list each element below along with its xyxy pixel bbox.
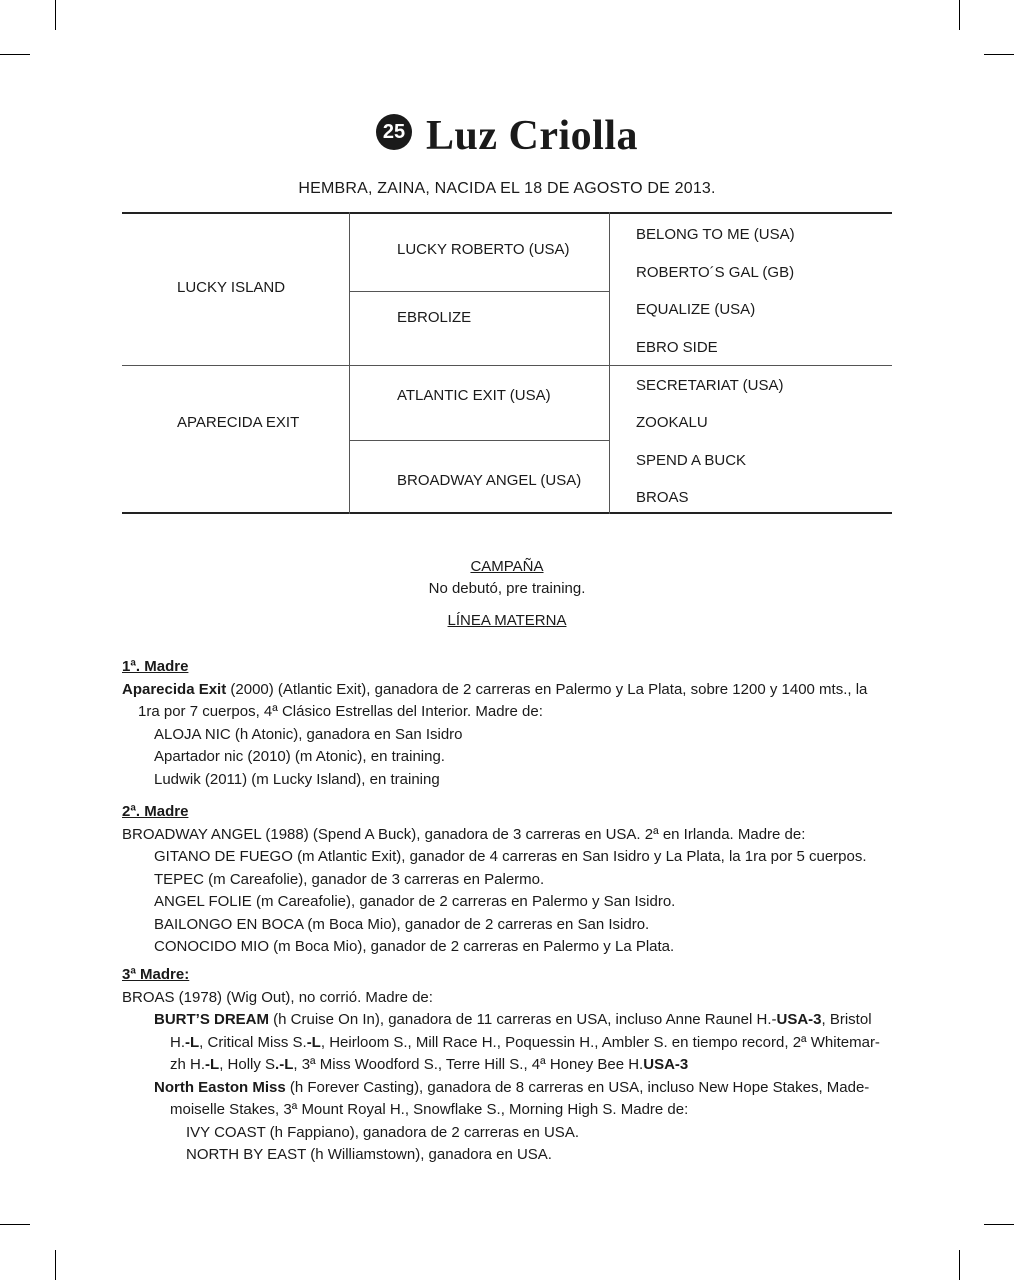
grade-label: .-L (275, 1056, 294, 1073)
crop-mark (55, 1250, 56, 1280)
third-dam-section (122, 964, 894, 1167)
sire: LUCKY ISLAND (177, 279, 286, 296)
third-generation-ancestor: SPEND A BUCK (636, 452, 747, 469)
offspring-desc: , Heirloom S., Mill Race H., Poquessin H., Ambler S. en tiempo record, 2ª Whitemar- (320, 1033, 880, 1051)
offspring-item: Apartador nic (2010) (m Atonic), en training. (154, 748, 445, 765)
crop-mark (0, 54, 30, 55)
crop-mark (0, 1224, 30, 1225)
third-dam-heading: 3ª Madre: (122, 966, 190, 983)
third-generation-ancestor: EQUALIZE (USA) (636, 301, 756, 318)
dam-dam: BROADWAY ANGEL (USA) (397, 472, 582, 489)
grade-label: -L (306, 1033, 321, 1051)
offspring-desc: zh H. (170, 1056, 206, 1073)
lot-number-badge: 25 (376, 114, 412, 150)
horse-name: Luz Criolla (426, 113, 638, 159)
third-generation-ancestor: ZOOKALU (636, 414, 708, 431)
offspring-item: ANGEL FOLIE (m Careafolie), ganador de 2 carreras en Palermo y San Isidro. (154, 893, 676, 910)
second-dam-heading: 2ª. Madre (122, 803, 189, 820)
table-divider (349, 440, 609, 441)
offspring-item: NORTH BY EAST (h Williamstown), ganadora en USA. (186, 1146, 552, 1163)
second-dam-section (122, 801, 894, 959)
offspring-item: BAILONGO EN BOCA (m Boca Mio), ganador de 2 carreras en San Isidro. (154, 915, 650, 933)
title-block (0, 112, 1014, 160)
offspring-item (122, 1077, 894, 1100)
crop-mark (984, 1224, 1014, 1225)
offspring-item: TEPEC (m Careafolie), ganador de 3 carreras en Palermo. (154, 870, 545, 888)
third-generation-ancestor: BROAS (636, 489, 689, 506)
offspring-item: IVY COAST (h Fappiano), ganadora de 2 carreras en USA. (186, 1123, 579, 1141)
third-generation-ancestor: SECRETARIAT (USA) (636, 377, 784, 394)
offspring-desc: (h Cruise On In), ganadora de 11 carreras en USA, incluso Anne Raunel H.- (269, 1011, 777, 1028)
first-dam-section (122, 656, 894, 791)
offspring-item: ALOJA NIC (h Atonic), ganadora en San Isidro (154, 725, 463, 743)
first-dam-name: Aparecida Exit (122, 680, 227, 698)
grade-label: -L (205, 1056, 220, 1073)
offspring-item (122, 1009, 894, 1032)
offspring-item-cont: moiselle Stakes, 3ª Mount Royal H., Snowflake S., Morning High S. Madre de: (170, 1101, 689, 1118)
offspring-item-cont (122, 1054, 894, 1077)
horse-description: HEMBRA, ZAINA, NACIDA EL 18 DE AGOSTO DE 2013. (298, 180, 716, 197)
third-dam-description: BROAS (1978) (Wig Out), no corrió. Madre de: (122, 988, 433, 1006)
crop-mark (959, 0, 960, 30)
offspring-item: GITANO DE FUEGO (m Atlantic Exit), ganador de 4 carreras en San Isidro y La Plata, la 1ra por 5 cuerpos. (154, 848, 867, 865)
third-generation-ancestor: BELONG TO ME (USA) (636, 226, 795, 243)
offspring-item-cont (122, 1032, 894, 1055)
table-divider (122, 365, 892, 366)
second-dam-description: BROADWAY ANGEL (1988) (Spend A Buck), ganadora de 3 carreras en USA. 2ª en Irlanda. Madre de: (122, 825, 806, 843)
maternal-line-heading: LÍNEA MATERNA (447, 612, 567, 629)
table-border (122, 512, 892, 514)
sire-sire: LUCKY ROBERTO (USA) (397, 241, 570, 258)
third-generation-ancestor: ROBERTO´S GAL (GB) (636, 264, 795, 281)
dam-sire: ATLANTIC EXIT (USA) (397, 387, 551, 404)
table-divider (349, 291, 609, 292)
campaign-heading: CAMPAÑA (470, 558, 544, 575)
offspring-desc: , Holly S (219, 1056, 276, 1073)
campaign-text: No debutó, pre training. (428, 580, 586, 597)
offspring-name: BURT’S DREAM (154, 1011, 269, 1028)
offspring-desc: H. (170, 1033, 185, 1051)
first-dam-heading: 1ª. Madre (122, 658, 189, 675)
sire-dam: EBROLIZE (397, 309, 472, 326)
first-dam-desc: (2000) (Atlantic Exit), ganadora de 2 carreras en Palermo y La Plata, sobre 1200 y 1400 mts., la (226, 680, 868, 698)
crop-mark (55, 0, 56, 30)
offspring-desc: , Critical Miss S. (199, 1033, 307, 1051)
grade-label: USA-3 (643, 1056, 689, 1073)
third-generation-ancestor: EBRO SIDE (636, 339, 718, 356)
grade-label: -L (185, 1033, 200, 1051)
offspring-desc: (h Forever Casting), ganadora de 8 carreras en USA, incluso New Hope Stakes, Made- (285, 1078, 870, 1096)
offspring-item: Ludwik (2011) (m Lucky Island), en training (154, 770, 440, 788)
grade-label: USA-3 (776, 1011, 822, 1028)
offspring-desc: , Bristol (821, 1011, 872, 1028)
offspring-desc: , 3ª Miss Woodford S., Terre Hill S., 4ª Honey Bee H. (293, 1056, 644, 1073)
crop-mark (959, 1250, 960, 1280)
offspring-name: North Easton Miss (154, 1078, 286, 1096)
table-border (122, 212, 892, 214)
pedigree-table (122, 212, 892, 514)
first-dam-description (122, 679, 894, 702)
crop-mark (984, 54, 1014, 55)
offspring-item: CONOCIDO MIO (m Boca Mio), ganador de 2 carreras en Palermo y La Plata. (154, 938, 675, 955)
table-divider (349, 212, 350, 514)
table-divider (609, 212, 610, 514)
dam: APARECIDA EXIT (177, 414, 300, 431)
first-dam-description-cont: 1ra por 7 cuerpos, 4ª Clásico Estrellas del Interior. Madre de: (138, 703, 543, 720)
